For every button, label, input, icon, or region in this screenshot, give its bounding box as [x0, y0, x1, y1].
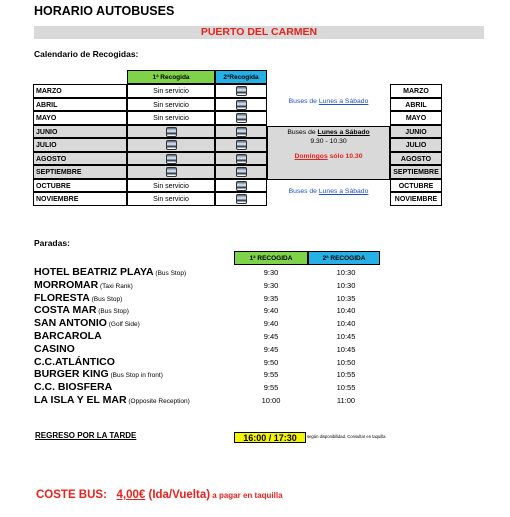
stop-row [34, 279, 414, 292]
bus-icon [236, 140, 247, 150]
stop-time-2: 10:40 [336, 319, 356, 329]
location-banner: PUERTO DEL CARMEN [34, 26, 484, 39]
stop-row [34, 266, 414, 279]
calendar-second-pickup [215, 152, 267, 166]
stop-time-2: 10:45 [336, 332, 356, 341]
stop-row [34, 317, 414, 330]
calendar-first-pickup: Sin servicio [127, 179, 215, 193]
spring-note: Buses de Lunes a Sábado [288, 98, 369, 105]
calendar-first-pickup [127, 125, 215, 139]
calendar-second-pickup [215, 98, 267, 112]
calendar-label: Calendario de Recogidas: [34, 49, 139, 59]
stops-col-2: 2ª RECOGIDA [308, 251, 380, 265]
bus-icon [166, 127, 177, 137]
stop-name: FLORESTA (Bus Stop) [34, 291, 123, 304]
calendar-second-pickup [215, 84, 267, 98]
stop-time-2: 11:00 [336, 396, 356, 405]
autumn-note: Buses de Lunes a Sábado [288, 188, 369, 195]
bus-icon [166, 154, 177, 164]
calendar-first-pickup [127, 165, 215, 179]
return-note: según disponibilidad. Consultar en taquilla [307, 434, 386, 439]
calendar-first-pickup: Sin servicio [127, 98, 215, 112]
bus-icon [236, 86, 247, 96]
bus-icon [236, 113, 247, 123]
stop-time-2: 10:30 [336, 268, 356, 277]
calendar-month-right: AGOSTO [390, 152, 442, 166]
stop-name: BARCAROLA [34, 330, 102, 342]
calendar-month: JULIO [33, 138, 127, 152]
stop-time-1: 9:55 [263, 383, 279, 393]
calendar-month: MARZO [33, 84, 127, 98]
calendar-col-1: 1ª Recogida [127, 70, 215, 84]
calendar-table [33, 70, 442, 210]
bus-icon [166, 140, 177, 150]
calendar-month: SEPTIEMBRE [33, 165, 127, 179]
calendar-month: ABRIL [33, 98, 127, 112]
calendar-second-pickup [215, 179, 267, 193]
stop-time-2: 10:35 [336, 293, 356, 303]
bus-icon [236, 154, 247, 164]
calendar-second-pickup [215, 111, 267, 125]
stop-row [34, 330, 414, 343]
stop-row [34, 381, 414, 394]
calendar-first-pickup [127, 138, 215, 152]
stops-label: Paradas: [34, 238, 70, 248]
stop-row [34, 368, 414, 381]
calendar-month: JUNIO [33, 125, 127, 139]
calendar-month-right: MARZO [390, 84, 442, 98]
stop-time-1: 9:30 [263, 268, 279, 277]
stop-name: C.C. BIOSFERA [34, 381, 113, 394]
calendar-second-pickup [215, 138, 267, 152]
calendar-month-right: NOVIEMBRE [390, 192, 442, 206]
stop-time-1: 9:55 [263, 370, 279, 380]
calendar-first-pickup [127, 152, 215, 166]
stop-time-1: 9:40 [263, 319, 279, 329]
stop-row [34, 356, 414, 369]
calendar-first-pickup: Sin servicio [127, 84, 215, 98]
stop-time-1: 9:40 [263, 306, 279, 316]
calendar-month: OCTUBRE [33, 179, 127, 193]
stops-col-1: 1ª RECOGIDA [234, 251, 308, 265]
calendar-month-right: ABRIL [390, 98, 442, 112]
bus-cost: COSTE BUS: 4,00€ (Ida/Vuelta) a pagar en taquilla [36, 489, 283, 501]
stop-name: MORROMAR (Taxi Rank) [34, 278, 133, 291]
stop-time-1: 9:45 [263, 332, 279, 341]
stop-time-2: 10:50 [336, 357, 356, 367]
bus-icon [236, 127, 247, 137]
bus-icon [166, 167, 177, 177]
stop-time-1: 9:50 [263, 357, 279, 367]
calendar-month: NOVIEMBRE [33, 192, 127, 206]
page-title: HORARIO AUTOBUSES [34, 4, 175, 18]
calendar-month: MAYO [33, 111, 127, 125]
stop-time-1: 10:00 [261, 396, 281, 405]
stop-name: SAN ANTONIO (Golf Side) [34, 317, 140, 330]
return-times: 16:00 / 17:30 [234, 432, 306, 443]
stop-name: CASINO [34, 342, 75, 355]
stop-time-2: 10:40 [336, 306, 356, 316]
stop-name: HOTEL BEATRIZ PLAYA (Bus Stop) [34, 266, 187, 278]
stop-time-1: 9:45 [263, 344, 279, 354]
summer-note: Buses de Lunes a Sábado 9.30 - 10.30 Domingos sólo 10.30 [267, 126, 390, 180]
stop-time-2: 10:55 [336, 383, 356, 393]
return-label: REGRESO POR LA TARDE [35, 431, 137, 440]
bus-icon [236, 194, 247, 204]
bus-icon [236, 100, 247, 110]
stop-row [34, 343, 414, 356]
stop-name: COSTA MAR (Bus Stop) [34, 304, 129, 317]
stop-time-2: 10:30 [336, 280, 356, 290]
stop-row [34, 394, 414, 407]
calendar-row [33, 111, 442, 125]
calendar-first-pickup: Sin servicio [127, 111, 215, 125]
stop-time-2: 10:45 [336, 344, 356, 354]
calendar-second-pickup [215, 192, 267, 206]
calendar-col-2: 2ªRecogida [215, 70, 267, 84]
stop-name: LA ISLA Y EL MAR (Opposite Reception) [34, 394, 190, 406]
stop-time-1: 9:30 [263, 280, 279, 290]
stop-row [34, 304, 414, 317]
calendar-month-right: SEPTIEMBRE [390, 165, 442, 179]
stop-name: BURGER KING (Bus Stop in front) [34, 368, 163, 381]
calendar-first-pickup: Sin servicio [127, 192, 215, 206]
bus-icon [236, 181, 247, 191]
calendar-month-right: MAYO [390, 111, 442, 125]
stop-time-1: 9:35 [263, 293, 279, 303]
stop-name: C.C.ATLÁNTICO [34, 355, 115, 368]
calendar-month-right: JUNIO [390, 125, 442, 139]
stop-row [34, 292, 414, 305]
bus-icon [236, 167, 247, 177]
calendar-month: AGOSTO [33, 152, 127, 166]
calendar-second-pickup [215, 125, 267, 139]
calendar-month-right: JULIO [390, 138, 442, 152]
calendar-month-right: OCTUBRE [390, 179, 442, 193]
stop-time-2: 10:55 [336, 370, 356, 380]
calendar-second-pickup [215, 165, 267, 179]
calendar-row [33, 84, 442, 98]
